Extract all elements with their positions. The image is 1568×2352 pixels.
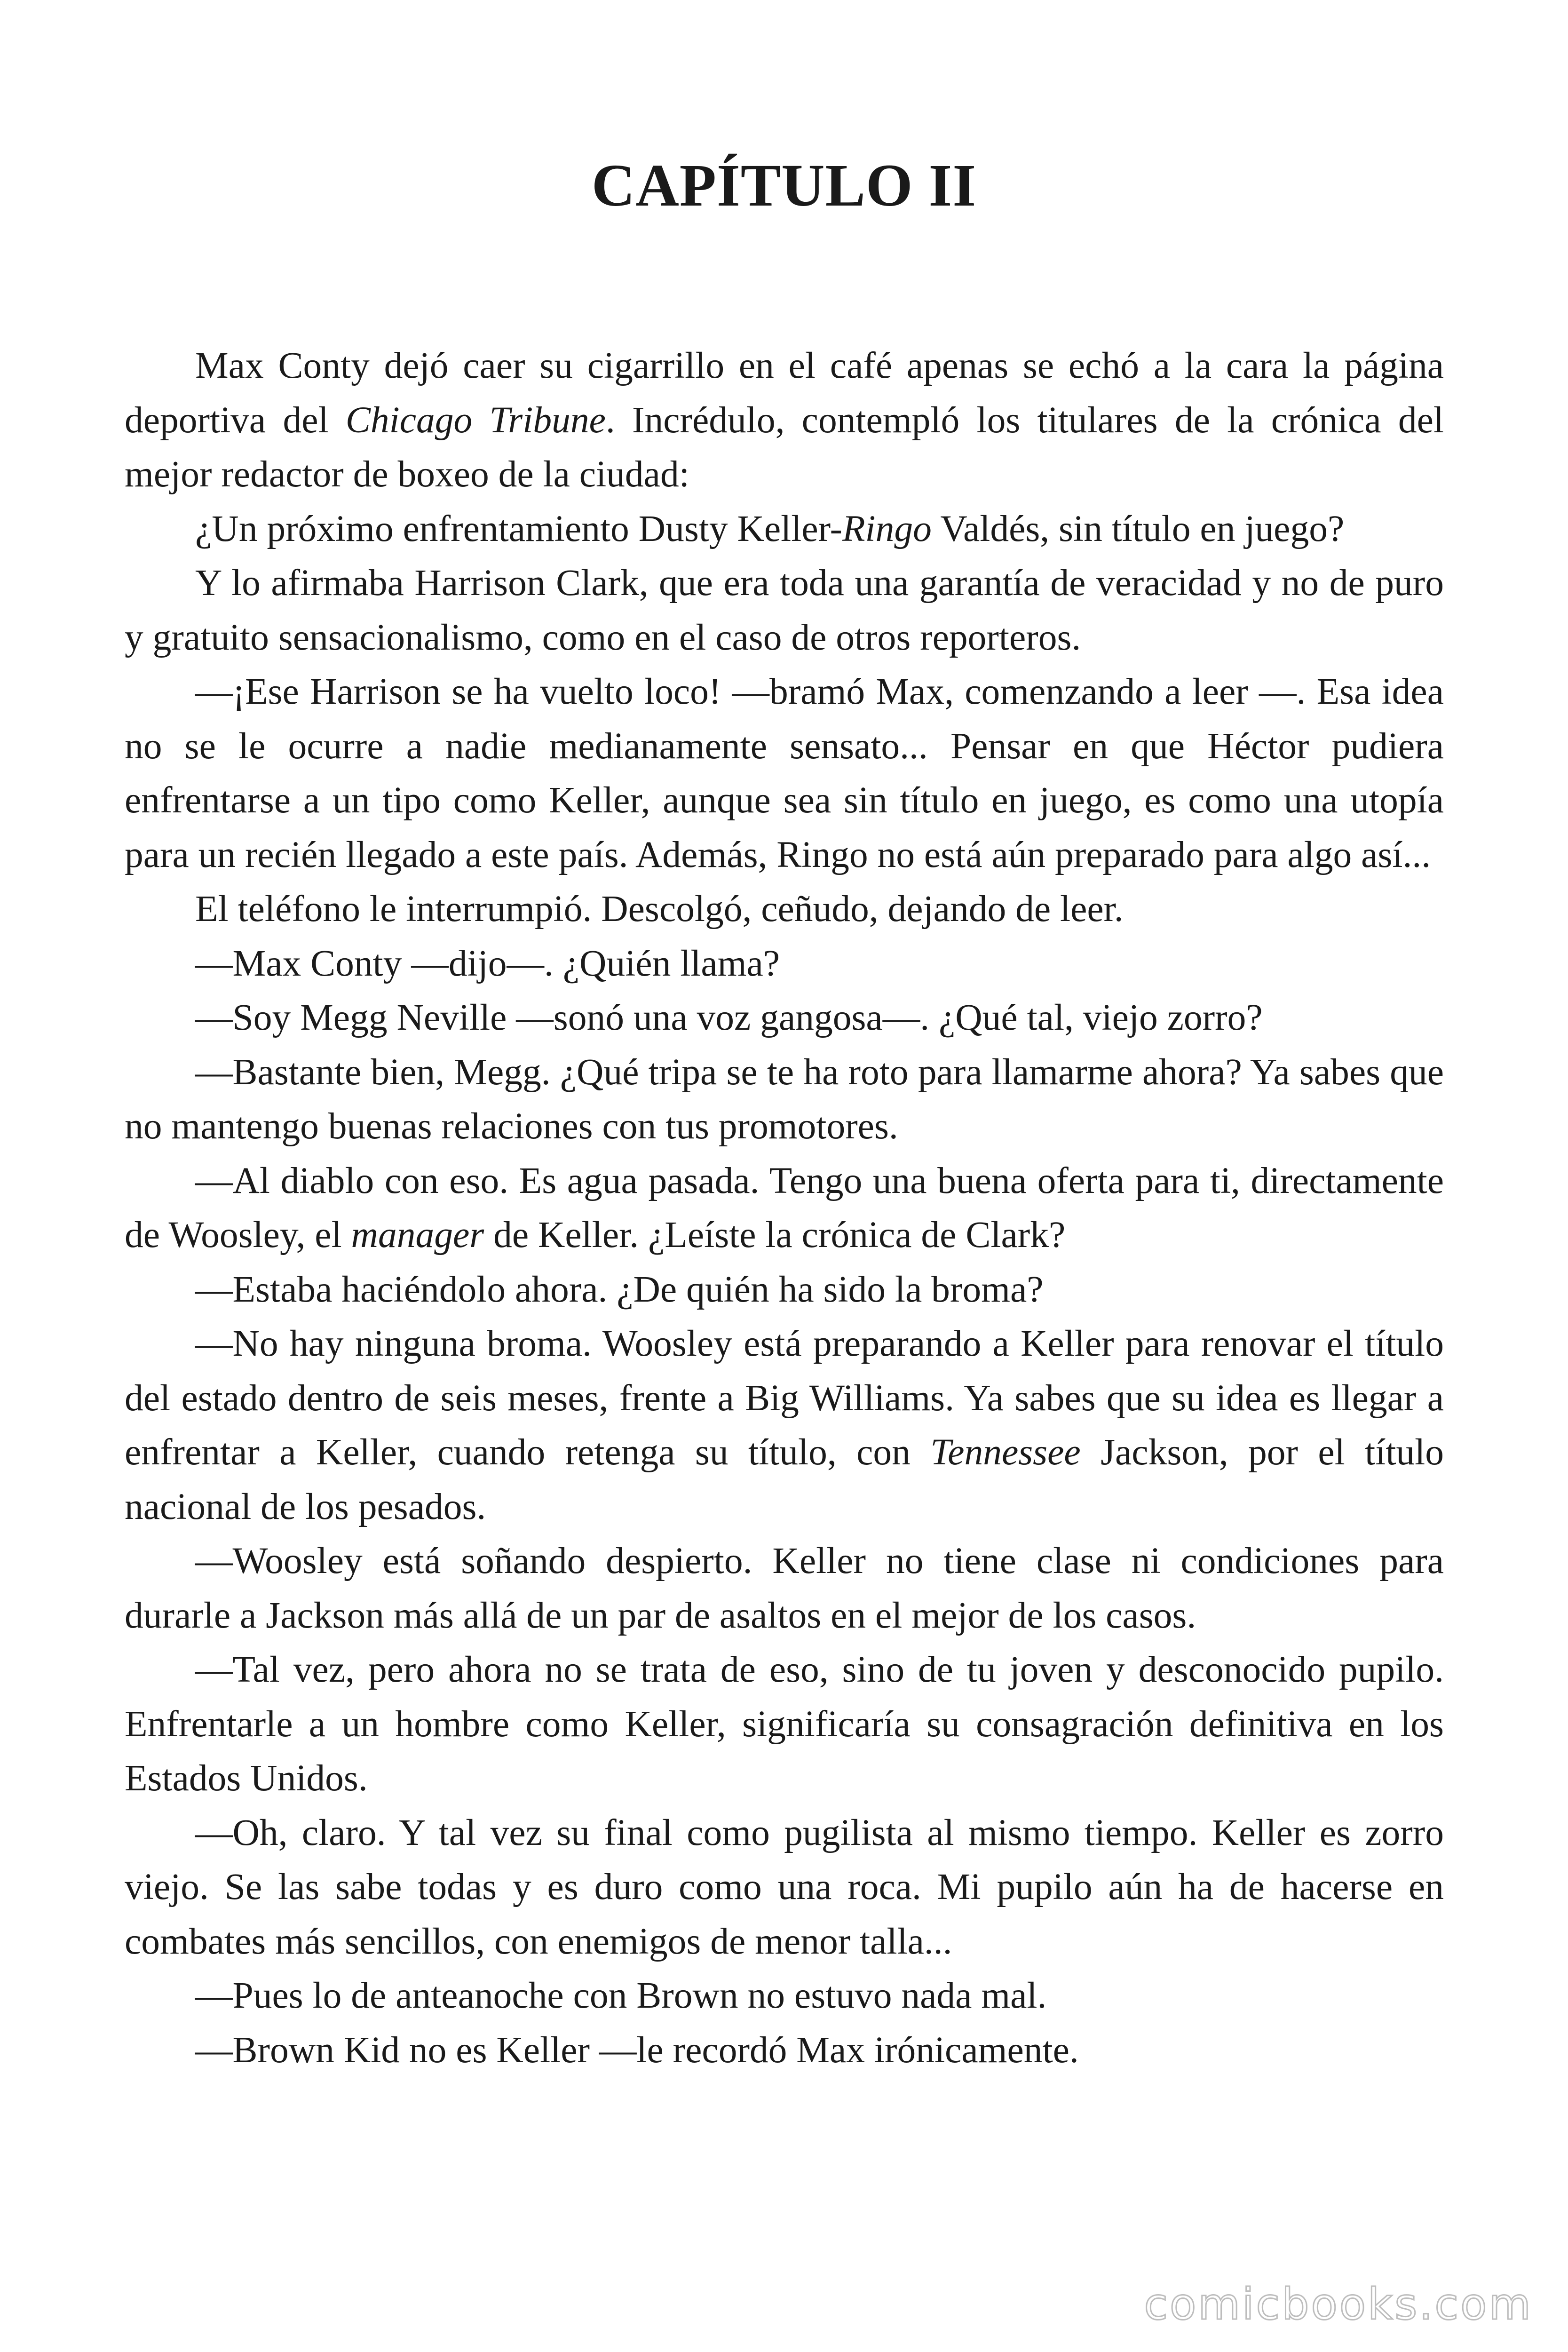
paragraph-text: El teléfono le interrumpió. Descolgó, ceñudo, dejando de leer. (195, 888, 1124, 930)
paragraph (125, 1643, 1444, 1806)
paragraph-text: —No hay ninguna broma. Woosley está preparando a Keller para renovar el título del estado dentro de seis meses, frente a Big Williams. Ya sabes que su idea es llegar a enfrentar a Keller, cuando retenga su título, con (125, 1323, 1444, 1473)
paragraph-text: —Bastante bien, Megg. ¿Qué tripa se te ha roto para llamarme ahora? Ya sabes que no mantengo buenas relaciones con tus promotores. (125, 1051, 1444, 1147)
paragraph (125, 1534, 1444, 1643)
italic-text: Chicago Tribune (345, 399, 606, 441)
paragraph (125, 502, 1444, 556)
paragraph (125, 937, 1444, 991)
watermark-logo: comicbooks.com (1144, 2279, 1533, 2329)
paragraph (125, 991, 1444, 1045)
paragraph-text: —Estaba haciéndolo ahora. ¿De quién ha sido la broma? (195, 1268, 1044, 1310)
paragraph (125, 882, 1444, 937)
paragraph-text: —Max Conty —dijo—. ¿Quién llama? (195, 942, 780, 984)
italic-text: manager (351, 1214, 484, 1255)
paragraph (125, 1154, 1444, 1263)
paragraph-text: Y lo afirmaba Harrison Clark, que era toda una garantía de veracidad y no de puro y gratuito sensacionalismo, como en el caso de otros reporteros. (125, 562, 1444, 658)
paragraph-text: —Pues lo de anteanoche con Brown no estuvo nada mal. (195, 1975, 1047, 2016)
paragraph-text: Jackson, por el título nacional de los pesados. (125, 1431, 1444, 1527)
paragraph-text: —Tal vez, pero ahora no se trata de eso, sino de tu joven y desconocido pupilo. Enfrentarle a un hombre como Keller, significaría su consagración definitiva en los Estados Unidos. (125, 1649, 1444, 1799)
paragraph-text: —Brown Kid no es Keller —le recordó Max irónicamente. (195, 2029, 1079, 2071)
paragraph-text: —Al diablo con eso. Es agua pasada. Tengo una buena oferta para ti, directamente de Woosley, el (125, 1160, 1444, 1255)
italic-text: Ringo (842, 508, 932, 549)
paragraph (125, 1263, 1444, 1317)
italic-text: Tennessee (930, 1431, 1081, 1473)
paragraph (125, 1969, 1444, 2023)
chapter-body (125, 339, 1444, 2077)
chapter-title: CAPÍTULO II (591, 152, 977, 219)
paragraph (125, 339, 1444, 502)
paragraph-text: Valdés, sin título en juego? (931, 508, 1345, 549)
paragraph-text: —¡Ese Harrison se ha vuelto loco! —bramó Max, comenzando a leer —. Esa idea no se le ocurre a nadie medianamente sensato... Pensar en que Héctor pudiera enfrentarse a un tipo como Keller, aunque sea sin título en juego, es como una utopía para un recién llegado a este país. Además, Ringo no está aún preparado para algo así... (125, 671, 1444, 875)
paragraph (125, 1317, 1444, 1534)
paragraph-text: —Woosley está soñando despierto. Keller no tiene clase ni condiciones para durarle a Jackson más allá de un par de asaltos en el mejor de los casos. (125, 1540, 1444, 1636)
paragraph (125, 1806, 1444, 1969)
paragraph (125, 2023, 1444, 2078)
paragraph (125, 665, 1444, 882)
paragraph-text: de Keller. ¿Leíste la crónica de Clark? (484, 1214, 1066, 1255)
paragraph-text: —Soy Megg Neville —sonó una voz gangosa—. ¿Qué tal, viejo zorro? (195, 997, 1263, 1038)
paragraph (125, 1045, 1444, 1154)
paragraph-text: —Oh, claro. Y tal vez su final como pugilista al mismo tiempo. Keller es zorro viejo. Se las sabe todas y es duro como una roca. Mi pupilo aún ha de hacerse en combates más sencillos, con enemigos de menor talla... (125, 1812, 1444, 1962)
paragraph-text: ¿Un próximo enfrentamiento Dusty Keller- (195, 508, 842, 549)
paragraph-text: . Incrédulo, contempló los titulares de la crónica del mejor redactor de boxeo de la ciudad: (125, 399, 1444, 495)
paragraph-text: Max Conty dejó caer su cigarrillo en el café apenas se echó a la cara la página deportiva del (125, 345, 1444, 441)
paragraph (125, 556, 1444, 665)
